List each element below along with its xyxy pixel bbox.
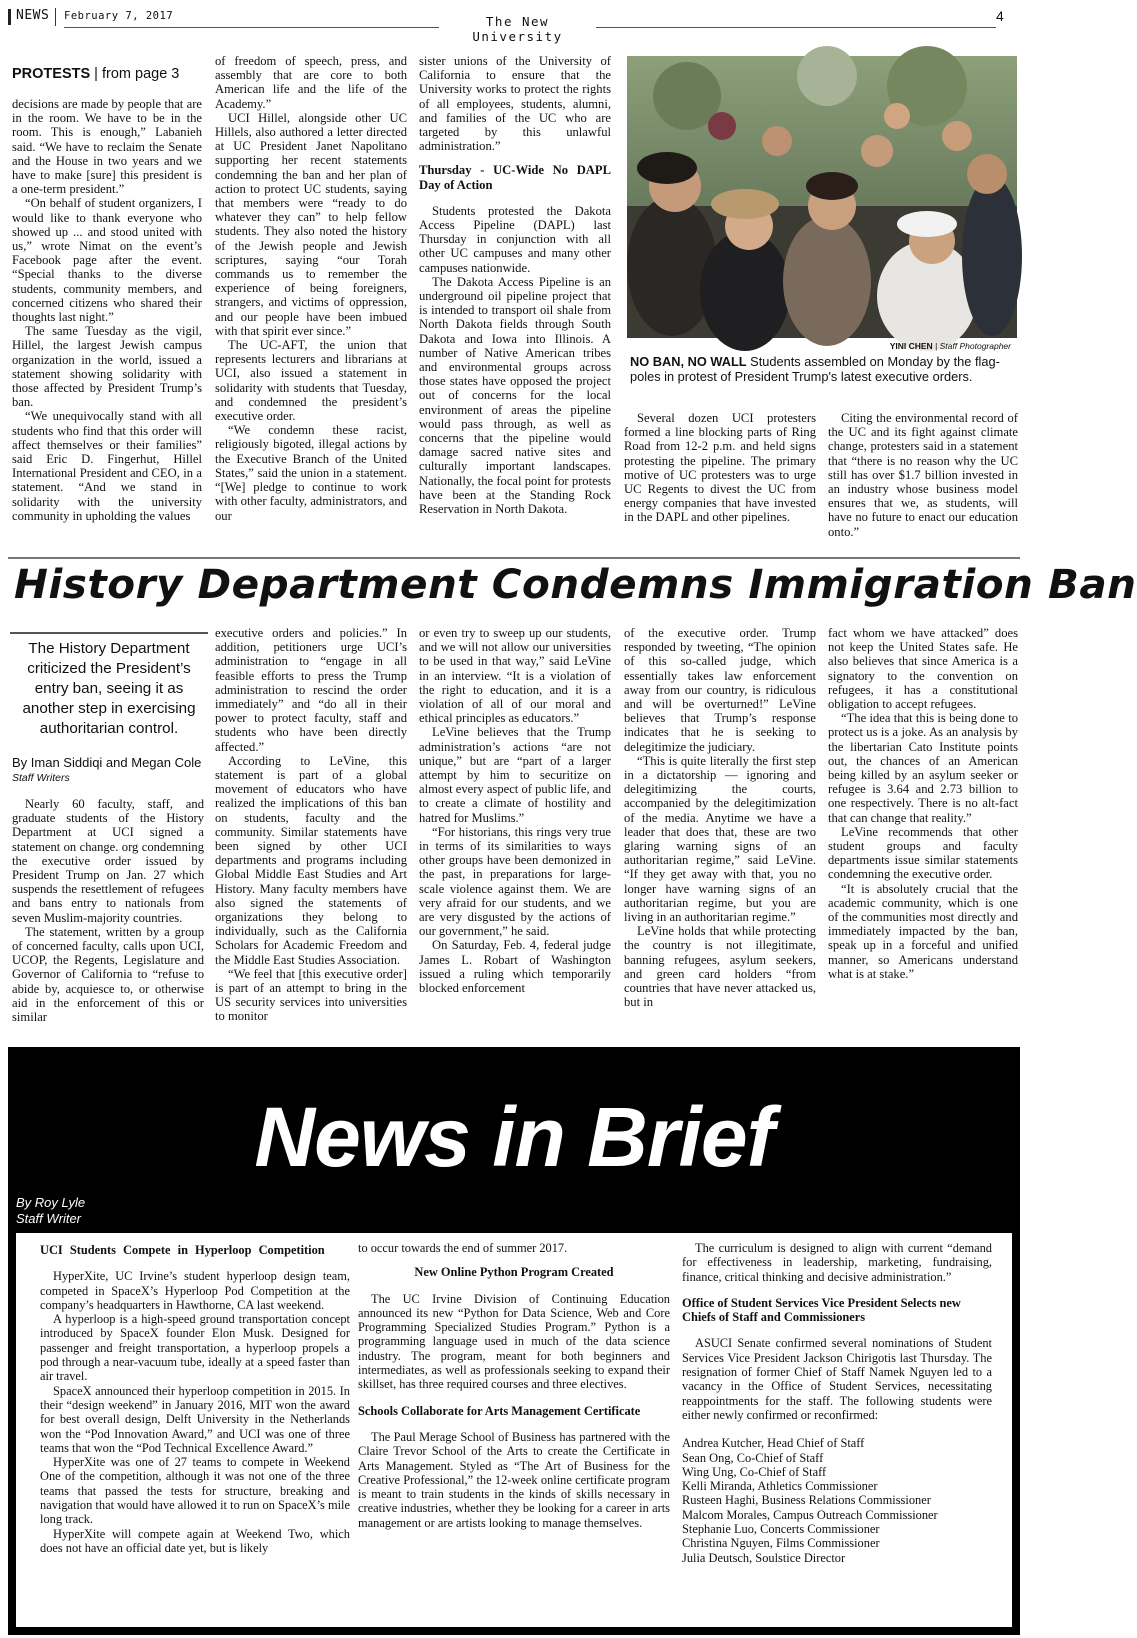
paragraph: HyperXite was one of 27 teams to compete in Weekend One of the competition, although it was not one of the three teams that passed the tests for structure, breaking and navigation that would have allowed it to run on SpaceX’s mile long track. [40, 1455, 350, 1527]
subheading: Thursday - UC-Wide No DAPL Day of Action [419, 163, 611, 192]
paragraph: fact whom we have attacked” does not keep the United States safe. He also believes that since America is a signatory to the convention on refugees, it has a constitutional obligation to accept refugees. [828, 626, 1018, 712]
list-item: Christina Nguyen, Films Commissioner [682, 1536, 880, 1551]
paragraph: The statement, written by a group of concerned faculty, calls upon UCI, UCOP, the Regents, Legislature and Governor of California to “refuse to abide by, acquiesce to, or otherwise aid in the enforcement of this or similar [12, 924, 204, 1025]
paragraph: SpaceX announced their hyperloop competition in 2015. In their “design weekend” in January 2016, MIT won the award for best overall design, Delft University in the Netherlands won the “Pod Innovation Award,” and UCI was one of three teams that won the “Pod Technical Excellence Award.” [40, 1383, 350, 1455]
paragraph: LeVine recommends that other student groups and faculty departments issue similar statements condemning the executive order. [828, 824, 1018, 882]
brief-byline [16, 1195, 85, 1227]
list-item: Andrea Kutcher, Head Chief of Staff [682, 1436, 865, 1451]
header-rule-left [64, 27, 439, 28]
paragraph: “We unequivocally stand with all students who find that this order will affect themselves or their families” said Eric D. Fingerhut, Hillel International President and CEO, in a statement. “And we stand in solidarity with the university community in upholding the values [12, 409, 202, 523]
page-header [0, 0, 1024, 44]
brief-headline: UCI Students Compete in Hyperloop Competition [40, 1243, 325, 1257]
pull-quote: The History Department criticized the President’s entry ban, seeing it as another step in exercising authoritarian control. [10, 632, 208, 739]
photo-credit: YINI CHEN | Staff Photographer [889, 341, 1011, 351]
paragraph: “We feel that [this executive order] is part of an attempt to bring in the US security services into universities to monitor [215, 966, 407, 1024]
paragraph: of freedom of speech, press, and assembly that are core to both American life and the life of the Academy.” [215, 54, 407, 111]
paragraph: The Dakota Access Pipeline is an underground oil pipeline project that is intended to transport oil shale from North Dakota fields through South Dakota and Iowa into Illinois. A number of Native American tribes and environmental groups across those states have opposed the project out of concerns for the local environment of areas the pipeline would pass through, as well as concerns that the pipeline would damage sacred native sites and culturally important landscapes. Nationally, the focal point for protests have been at the Standing Rock Reservation in North Dakota. [419, 274, 611, 517]
list-item: Julia Deutsch, Soulstice Director [682, 1550, 846, 1565]
paragraph: “This is quite literally the first step in a dictatorship — ignoring and delegitimizing the courts, accompanied by the delegitimization of the media. Anytime we have a leader that does that, these are two glaring warning signs of an authoritarian regime,” said LeVine. “If they get away with that, you no longer have warning signs of an authoritarian regime, but you are living in an authoritarian regime.” [624, 753, 816, 925]
protests-column-1 [12, 97, 202, 523]
paragraph: LeVine holds that while protecting the country is not illegitimate, banning refugees, asylum seekers, and green card holders “from countries that have never attacked us, but in [624, 924, 816, 1010]
brief-headline: Schools Collaborate for Arts Management Certificate [358, 1403, 641, 1418]
list-item: Stephanie Luo, Concerts Commissioner [682, 1522, 880, 1537]
photographer-role: Staff Photographer [939, 341, 1011, 351]
photographer-name: YINI CHEN [889, 341, 933, 351]
paragraph: “The idea that this is being done to protect us is a joke. As an analysis by the libertarian Cato Institute points out, the chances of an American being killed by an asylum seeker or refugee is 3.64 and 2.73 billion to one respectively. There is no alt-fact that can change that reality.” [828, 711, 1018, 825]
photo-caption [630, 354, 1014, 384]
header-rule-right [596, 27, 996, 28]
list-item: Kelli Miranda, Athletics Commissioner [682, 1479, 878, 1494]
paragraph: The curriculum is designed to align with current “demand for effectiveness in leadership, marketing, fundraising, finance, critical thinking and decisive administration.” [682, 1241, 992, 1284]
brief-byline-author: By Roy Lyle [16, 1195, 86, 1210]
paragraph: HyperXite, UC Irvine’s student hyperloop design team, competed in SpaceX’s Hyperloop Pod Competition at the company’s headquarters in Hawthorne, CA last weekend. [40, 1269, 350, 1312]
paragraph: executive orders and policies.” In addition, petitioners urge UCI’s administration to “engage in all feasible efforts to press the Trump administration to rescind the order immediately” and “do all in their power to protect faculty, staff and students who have been directly affected.” [215, 626, 407, 754]
list-item: Sean Ong, Co-Chief of Staff [682, 1450, 824, 1465]
jump-label-source: from page 3 [101, 66, 180, 82]
headline: History Department Condemns Immigration Ban [14, 560, 1137, 608]
section-divider [8, 557, 1020, 559]
protests-column-3 [419, 54, 611, 516]
news-in-brief-section [8, 1047, 1020, 1635]
publication-name: The New University [472, 14, 563, 44]
brief-column-3 [682, 1241, 992, 1565]
caption-text: Students assembled on Monday by the flag-poles in protest of President Trump's latest executive orders. [630, 354, 1000, 384]
history-column-3 [419, 626, 611, 995]
section-label: NEWS [16, 8, 50, 23]
paragraph: ASUCI Senate confirmed several nominations of Student Services Vice President Jackson Chirigotis last Thursday. The resignation of former Chief of Staff Namek Nguyen led to a vacancy in the Office of Student Services, necessitating reappointments for the staff. The following students were either newly confirmed or reconfirmed: [682, 1336, 992, 1422]
paragraph: The UC-AFT, the union that represents lecturers and librarians at UCI, also issued a statement in solidarity with students that Tuesday, and condemned the president’s executive order. [215, 338, 407, 424]
jump-label: PROTESTS | from page 3 [12, 66, 180, 82]
byline-authors: By Iman Siddiqi and Megan Cole [12, 755, 202, 770]
news-in-brief-title: News in Brief [254, 1090, 774, 1184]
issue-date: February 7, 2017 [64, 10, 174, 22]
paragraph: “On behalf of student organizers, I would like to thank everyone who showed up ... and stood united with us,” wrote Nimat on the event’s Facebook page after the event. “Special thanks to the diverse students, community members, and concerned citizens who shared their thoughts last night.” [12, 196, 202, 325]
protests-column-4 [624, 411, 816, 525]
byline-role: Staff Writers [12, 772, 70, 784]
paragraph: or even try to sweep up our students, and we will not allow our universities to be used in that way,” said LeVine in an interview. “It is a violation of the right to education, and it is a violation of all of our moral and ethical principles as educators.” [419, 626, 611, 726]
caption-lead: NO BAN, NO WALL [630, 354, 747, 369]
header-divider [55, 8, 56, 26]
paragraph: of the executive order. Trump responded by tweeting, “The opinion of this so-called judge, which essentially takes law enforcement away from our country, is ridiculous and will be overturned!” LeVine believes that Trump’s response indicates that he is seeking to delegitimize the judiciary. [624, 626, 816, 754]
list-item: Wing Ung, Co-Chief of Staff [682, 1464, 827, 1479]
brief-column-1 [40, 1241, 350, 1555]
protest-photo [627, 56, 1017, 338]
staff-list [682, 1436, 992, 1565]
crowd-photo-illustration [627, 56, 1017, 338]
paragraph: to occur towards the end of summer 2017. [358, 1241, 568, 1255]
brief-headline: New Online Python Program Created [414, 1265, 614, 1280]
paragraph: decisions are made by people that are in the room. We have to be in the room. This is enough,” Labanieh said. “We have to reclaim the Senate and the House in two years and we have to make [sure] this president is a one-term president.” [12, 97, 202, 197]
paragraph: The Paul Merage School of Business has partnered with the Claire Trevor School of the Arts to create the Certificate in Arts Management. Styled as “The Art of Business for the Creative Professional,” the 12-week online certificate program is meant to train students in the kinds of skills necessary in creative industries, whether they be looking for a career in arts management or are artists looking to manage themselves. [358, 1429, 670, 1530]
brief-content-box [16, 1233, 1012, 1627]
protests-column-5 [828, 411, 1018, 539]
list-item: Rusteen Haghi, Business Relations Commissioner [682, 1493, 931, 1508]
history-column-1 [12, 797, 204, 1024]
jump-label-keyword: PROTESTS [12, 66, 91, 82]
paragraph: “We condemn these racist, religiously bigoted, illegal actions by the Executive Branch of the United States,” said the union in a statement. “[We] pledge to continue to work with other faculty, administrators, and our [215, 423, 407, 523]
paragraph: The same Tuesday as the vigil, Hillel, the largest Jewish campus organization in the world, issued a statement showing solidarity with those affected by President Trump’s ban. [12, 324, 202, 410]
paragraph: According to LeVine, this statement is part of a global movement of educators who have realized the implications of this ban on students, faculty and the community. Similar statements have been signed by other UCI departments and programs including Global Middle East Studies and Art History. Many faculty members have also signed the statements of organizations they belong to individually, such as the California Scholars for Academic Freedom and the Middle East Studies Association. [215, 753, 407, 967]
paragraph: On Saturday, Feb. 4, federal judge James L. Robart of Washington issued a ruling which temporarily blocked enforcement [419, 938, 611, 996]
paragraph: A hyperloop is a high-speed ground transportation concept introduced by SpaceX founder Elon Musk. Designed for passenger and freight transportation, a hyperloop propels a pod through a near-vacuum tube, ideally at a speed faster than air travel. [40, 1312, 350, 1384]
history-column-4 [624, 626, 816, 1009]
byline [12, 755, 212, 784]
paragraph: Several dozen UCI protesters formed a line blocking parts of Ring Road from 12-2 p.m. and held signs protesting the pipeline. The primary motive of UC protesters was to urge UC Regents to divest the UC from energy companies that have invested in the DAPL and other pipelines. [624, 411, 816, 525]
paragraph: Nearly 60 faculty, staff, and graduate students of the History Department at UCI signed a statement on change. org condemning the executive order issued by President Trump on Jan. 27 which suspends the resettlement of refugees and bans entry to nationals from seven Muslim-majority countries. [12, 797, 204, 925]
brief-byline-role: Staff Writer [16, 1211, 82, 1226]
paragraph: Students protested the Dakota Access Pipeline (DAPL) last Thursday in conjunction with all other UC campuses and many other campuses nationwide. [419, 203, 611, 275]
paragraph: “It is absolutely crucial that the academic community, which is one of the communities most directly and immediately impacted by the ban, speak up in a forceful and unified manner, so Americans understand what is at stake.” [828, 881, 1018, 981]
paragraph: “For historians, this rings very true in terms of its similarities to ways other groups have been demonized in the past, in preparations for large-scale violence against them. We are very afraid for our students, and we are very disgusted by the actions of our government,” he said. [419, 824, 611, 939]
brief-column-2 [358, 1241, 670, 1530]
history-column-2 [215, 626, 407, 1024]
paragraph: sister unions of the University of California to ensure that the University works to protect the rights of all employees, students, alumni, and families of the UC who are targeted by this unlawful administration.” [419, 54, 611, 154]
history-column-5 [828, 626, 1018, 981]
list-item: Malcom Morales, Campus Outreach Commissioner [682, 1507, 938, 1522]
paragraph: UCI Hillel, alongside other UC Hillels, also authored a letter directed at UC President Janet Napolitano supporting her recent statements condemning the ban and her plan of action to protect UC students, saying that members were “ready to do whatever they can” to help fellow students. They also noted the history of the Jewish people and Jewish scriptures, saying “our Torah commands us to remember the experience of being foreigners, strangers, and victims of oppression, and our people have been imbued with that spirit ever since.” [215, 110, 407, 338]
paragraph: The UC Irvine Division of Continuing Education announced its new “Python for Data Science, Web and Core Programming Specialized Studies Program.” Python is a programming language used in much of the data science industry. The program, meant for both beginners and intermediates, as well as professionals seeking to expand their skillset, has three required courses and three electives. [358, 1291, 670, 1392]
paragraph: Citing the environmental record of the UC and its fight against climate change, protesters said in a statement that “there is no reason why the UC still has over $1.7 billion invested in an industry whose business model ensures that we, as students, will have no future to enact our education onto.” [828, 411, 1018, 539]
brief-headline: Office of Student Services Vice President Selects new Chiefs of Staff and Commissioners [682, 1295, 961, 1325]
paragraph: HyperXite will compete again at Weekend Two, which does not have an official date yet, but is likely [40, 1526, 350, 1555]
paragraph: LeVine believes that the Trump administration’s actions “are not unique,” but are “part of a larger attempt by him to securitize on almost every aspect of public life, and to create a climate of hostility and hatred for Muslims.” [419, 725, 611, 825]
protests-column-2 [215, 54, 407, 523]
page-number: 4 [996, 8, 1004, 24]
